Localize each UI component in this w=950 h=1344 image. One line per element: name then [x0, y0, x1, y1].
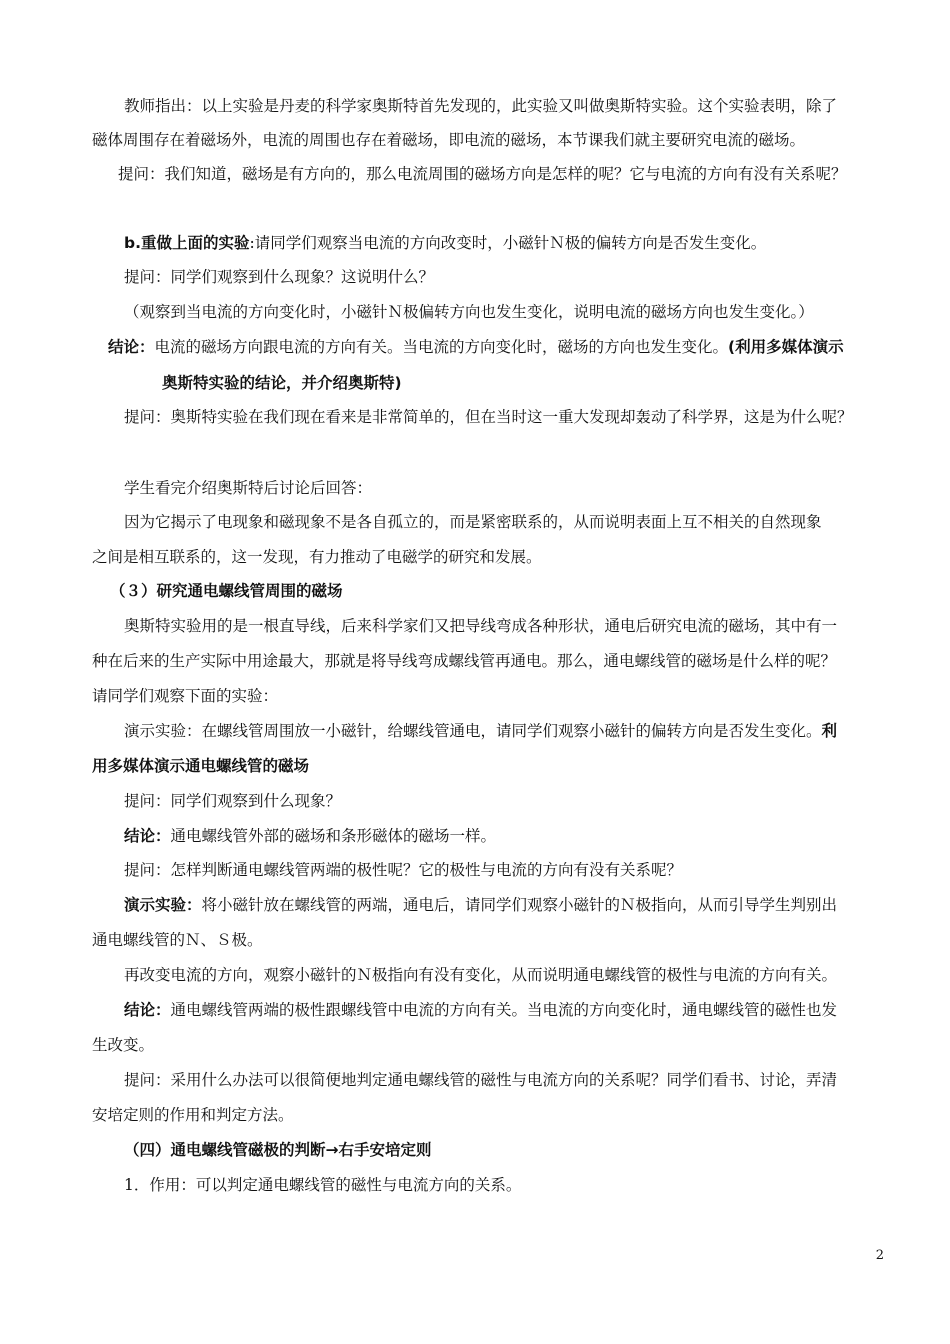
paragraph-line: 请同学们观察下面的实验： — [92, 687, 279, 705]
paragraph-line: 通电螺线管的Ｎ、Ｓ极。 — [92, 931, 263, 949]
page-number: 2 — [875, 1248, 884, 1263]
paragraph-line: 教师指出：以上实验是丹麦的科学家奥斯特首先发现的，此实验又叫做奥斯特实验。这个实验表明，除了 — [124, 97, 838, 115]
paragraph-line: 奥斯特实验用的是一根直导线，后来科学家们又把导线弯成各种形状，通电后研究电流的磁场，其中有一 — [124, 617, 838, 635]
paragraph-line: （观察到当电流的方向变化时，小磁针Ｎ极偏转方向也发生变化，说明电流的磁场方向也发生变化。） — [124, 303, 814, 321]
paragraph-line: 之间是相互联系的，这一发现，有力推动了电磁学的研究和发展。 — [92, 548, 542, 566]
section-heading: （３）研究通电螺线管周围的磁场 — [110, 582, 343, 600]
paragraph-line: 提问：奥斯特实验在我们现在看来是非常简单的，但在当时这一重大发现却轰动了科学界，这是为什么呢？ — [124, 408, 853, 426]
paragraph-line: 提问：采用什么办法可以很简便地判定通电螺线管的磁性与电流方向的关系呢？同学们看书、讨论，弄清 — [124, 1071, 838, 1089]
section-heading: （四）通电螺线管磁极的判断→右手安培定则 — [124, 1141, 432, 1159]
demo-label: 演示实验： — [124, 896, 202, 914]
paragraph-line: 磁体周围存在着磁场外，电流的周围也存在着磁场，即电流的磁场，本节课我们就主要研究电流的磁场。 — [92, 131, 806, 149]
bold-heading: b.重做上面的实验 — [124, 234, 250, 252]
paragraph-line: 提问：同学们观察到什么现象？ — [124, 792, 342, 810]
paragraph-line: 再改变电流的方向，观察小磁针的Ｎ极指向有没有变化，从而说明通电螺线管的极性与电流的方向有关。 — [124, 966, 838, 984]
paragraph-line: 结论：通电螺线管两端的极性跟螺线管中电流的方向有关。当电流的方向变化时，通电螺线管的磁性也发 — [124, 1001, 838, 1019]
conclusion-label: 结论： — [124, 827, 171, 845]
paragraph-line: 学生看完介绍奥斯特后讨论后回答： — [124, 479, 373, 497]
paragraph-line: 结论：电流的磁场方向跟电流的方向有关。当电流的方向变化时，磁场的方向也发生变化。(利用多媒体演示 — [108, 338, 844, 356]
paragraph-line: 种在后来的生产实际中用途最大，那就是将导线弯成螺线管再通电。那么，通电螺线管的磁场是什么样的呢？ — [92, 652, 837, 670]
paragraph-line: b.重做上面的实验:请同学们观察当电流的方向改变时，小磁针Ｎ极的偏转方向是否发生变化。 — [124, 234, 767, 252]
conclusion-label: 结论： — [124, 1001, 171, 1019]
paragraph-line: 演示实验：在螺线管周围放一小磁针，给螺线管通电，请同学们观察小磁针的偏转方向是否发生变化。利 — [124, 722, 838, 740]
paragraph-line: 提问：同学们观察到什么现象？这说明什么？ — [124, 268, 435, 286]
paragraph-line: 提问：怎样判断通电螺线管两端的极性呢？它的极性与电流的方向有没有关系呢？ — [124, 861, 683, 879]
paragraph-line: 生改变。 — [92, 1036, 155, 1054]
paragraph-line: 演示实验：将小磁针放在螺线管的两端，通电后，请同学们观察小磁针的Ｎ极指向，从而引导学生判别出 — [124, 896, 838, 914]
paragraph-line: 用多媒体演示通电螺线管的磁场 — [92, 757, 310, 775]
conclusion-label: 结论： — [108, 338, 155, 356]
paragraph-line: 因为它揭示了电现象和磁现象不是各自孤立的，而是紧密联系的，从而说明表面上互不相关的自然现象 — [124, 513, 822, 531]
paragraph-line: 奥斯特实验的结论，并介绍奥斯特) — [162, 374, 402, 392]
paragraph-line: 结论：通电螺线管外部的磁场和条形磁体的磁场一样。 — [124, 827, 497, 845]
paragraph-line: 提问：我们知道，磁场是有方向的，那么电流周围的磁场方向是怎样的呢？它与电流的方向有没有关系呢？ — [118, 165, 847, 183]
paragraph-line: 1．作用：可以判定通电螺线管的磁性与电流方向的关系。 — [124, 1176, 522, 1194]
paragraph-line: 安培定则的作用和判定方法。 — [92, 1106, 294, 1124]
